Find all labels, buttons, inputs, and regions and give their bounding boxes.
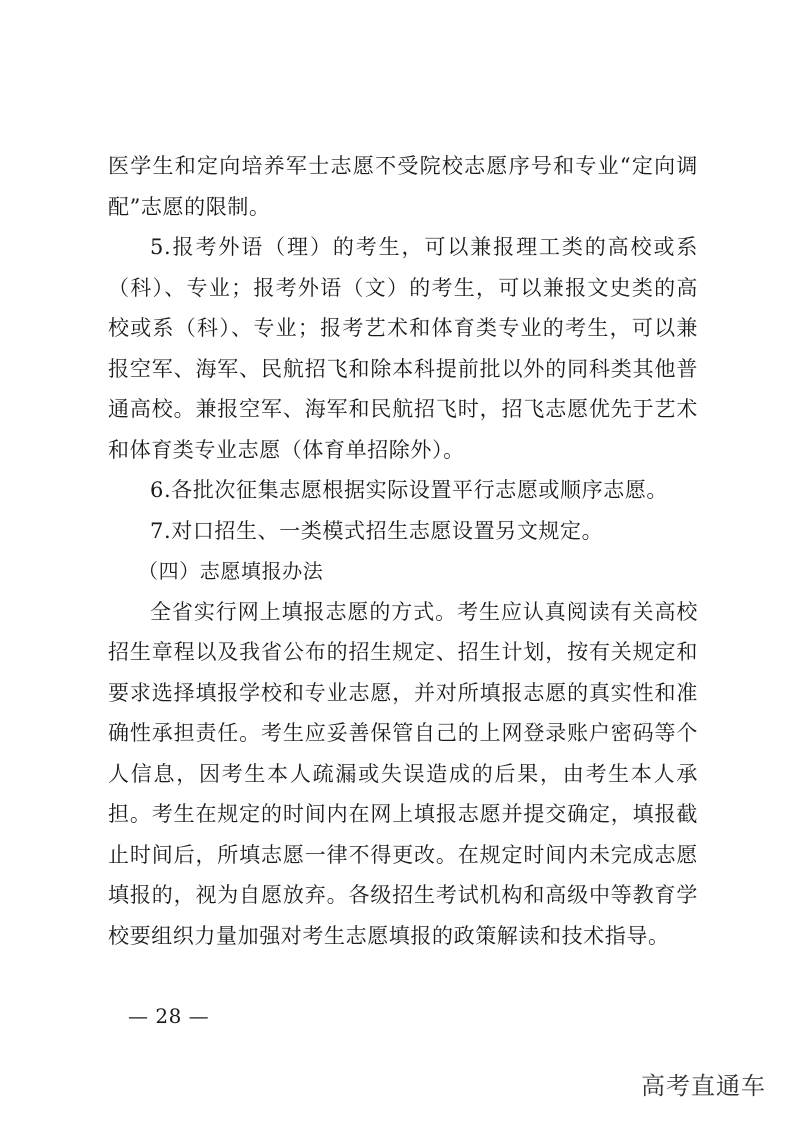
paragraph-item-6: 6.各批次征集志愿根据实际设置平行志愿或顺序志愿。 (150, 478, 669, 502)
paragraph-1: 医学生和定向培养军士志愿不受院校志愿序号和专业“定向调配”志愿的限制。 (108, 154, 698, 219)
page-number: — 28 — (128, 1004, 210, 1028)
document-body (108, 146, 698, 956)
paragraph-item-5: 5.报考外语（理）的考生，可以兼报理工类的高校或系（科）、专业；报考外语（文）的考生，可以兼报文史类的高校或系（科）、专业；报考艺术和体育类专业的考生，可以兼报空军、海军、民航招飞和除本科提前批以外的同科类其他普通高校。兼报空军、海军和民航招飞时，招飞志愿优先于艺术和体育类专业志愿（体育单招除外）。 (108, 235, 698, 462)
watermark-text: 高考直通车 (641, 1072, 766, 1100)
paragraph-filing-method: 全省实行网上填报志愿的方式。考生应认真阅读有关高校招生章程以及我省公布的招生规定、招生计划，按有关规定和要求选择填报学校和专业志愿，并对所填报志愿的真实性和准确性承担责任。考生应妥善保管自己的上网登录账户密码等个人信息，因考生本人疏漏或失误造成的后果，由考生本人承担。考生在规定的时间内在网上填报志愿并提交确定，填报截止时间后，所填志愿一律不得更改。在规定时间内未完成志愿填报的，视为自愿放弃。各级招生考试机构和高级中等教育学校要组织力量加强对考生志愿填报的政策解读和技术指导。 (108, 599, 698, 948)
paragraph-item-7: 7.对口招生、一类模式招生志愿设置另文规定。 (150, 518, 604, 543)
section-heading: （四）志愿填报办法 (138, 559, 324, 583)
